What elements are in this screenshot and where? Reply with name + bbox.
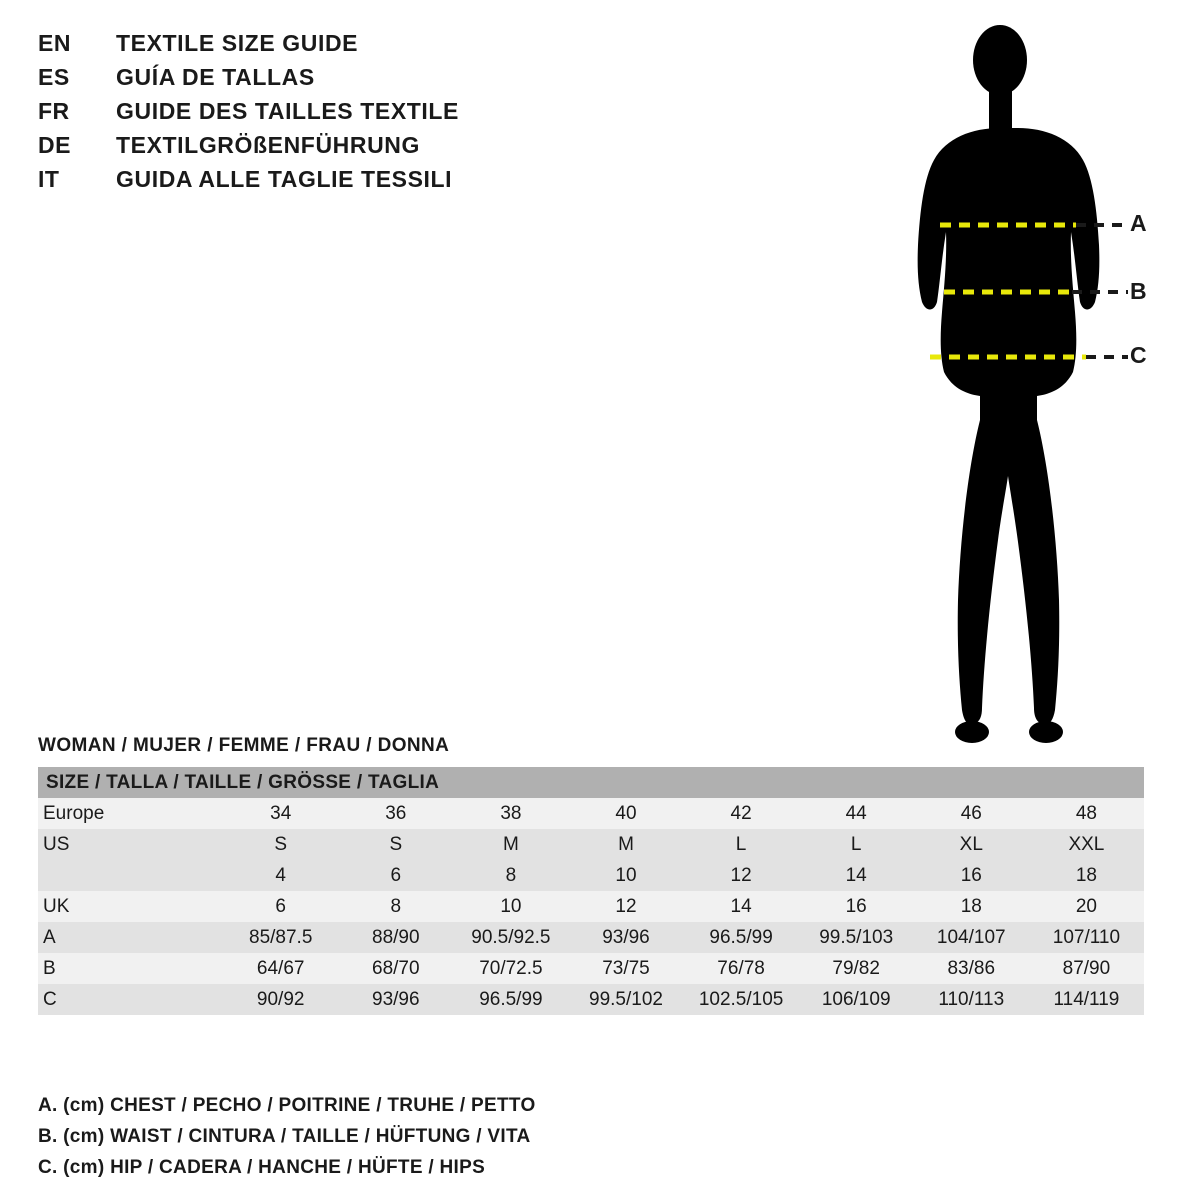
table-cell: 70/72.5 [453,953,568,984]
table-cell: 46 [914,798,1029,829]
table-cell: 64/67 [223,953,338,984]
table-cell: 18 [914,891,1029,922]
table-cell: 12 [684,860,799,891]
table-cell: 90.5/92.5 [453,922,568,953]
title-row [38,166,638,200]
table-cell: L [799,829,914,860]
title-text: TEXTILE SIZE GUIDE [116,30,359,56]
size-table [38,767,1144,1015]
title-lang-code: ES [38,64,70,90]
row-label: Europe [38,798,223,829]
table-cell: 16 [914,860,1029,891]
table-cell: 18 [1029,860,1144,891]
table-cell: 10 [453,891,568,922]
table-cell: 96.5/99 [684,922,799,953]
row-label [38,860,223,891]
title-row [38,30,638,64]
table-cell: 99.5/102 [568,984,683,1015]
legend-line-a: A. (cm) CHEST / PECHO / POITRINE / TRUHE / PETTO [38,1095,536,1116]
table-cell: 73/75 [568,953,683,984]
table-cell: S [338,829,453,860]
table-row [38,984,1144,1015]
table-cell: 93/96 [568,922,683,953]
woman-silhouette-icon [860,20,1180,750]
table-cell: 8 [338,891,453,922]
table-header-row [38,767,1144,798]
row-label: UK [38,891,223,922]
table-cell: 38 [453,798,568,829]
measure-label-b: B [1130,278,1147,304]
row-label: B [38,953,223,984]
title-text: GUÍA DE TALLAS [116,64,315,90]
table-cell: 8 [453,860,568,891]
title-lang-code: FR [38,98,70,124]
table-cell: 14 [684,891,799,922]
title-text: TEXTILGRÖßENFÜHRUNG [116,132,420,158]
table-cell: 40 [568,798,683,829]
title-row [38,64,638,98]
table-cell: 76/78 [684,953,799,984]
table-cell: 104/107 [914,922,1029,953]
table-cell: 44 [799,798,914,829]
table-row [38,860,1144,891]
table-cell: M [453,829,568,860]
title-lang-code: EN [38,30,71,56]
legend-line-c: C. (cm) HIP / CADERA / HANCHE / HÜFTE / HIPS [38,1157,486,1178]
table-cell: 96.5/99 [453,984,568,1015]
row-label: C [38,984,223,1015]
title-row [38,98,638,132]
table-cell: 4 [223,860,338,891]
table-cell: 114/119 [1029,984,1144,1015]
table-cell: 87/90 [1029,953,1144,984]
table-cell: S [223,829,338,860]
row-label: US [38,829,223,860]
table-cell: L [684,829,799,860]
table-row [38,829,1144,860]
row-label: A [38,922,223,953]
table-cell: 10 [568,860,683,891]
table-cell: 90/92 [223,984,338,1015]
table-cell: 85/87.5 [223,922,338,953]
table-cell: 48 [1029,798,1144,829]
table-cell: 107/110 [1029,922,1144,953]
table-cell: 110/113 [914,984,1029,1015]
table-cell: 12 [568,891,683,922]
table-row [38,891,1144,922]
measure-label-c: C [1130,342,1147,368]
table-row [38,953,1144,984]
table-cell: M [568,829,683,860]
title-text: GUIDE DES TAILLES TEXTILE [116,98,459,124]
table-cell: 16 [799,891,914,922]
title-text: GUIDA ALLE TAGLIE TESSILI [116,166,453,192]
legend [38,1090,738,1183]
table-cell: 14 [799,860,914,891]
table-cell: 83/86 [914,953,1029,984]
table-row [38,922,1144,953]
table-cell: 20 [1029,891,1144,922]
measure-label-a: A [1130,210,1147,236]
group-title: WOMAN / MUJER / FEMME / FRAU / DONNA [38,735,450,756]
title-lang-code: DE [38,132,71,158]
figure-area [860,20,1180,750]
table-cell: 106/109 [799,984,914,1015]
table-cell: 42 [684,798,799,829]
size-table-section [38,735,1162,1015]
title-lang-code: IT [38,166,60,192]
table-cell: 93/96 [338,984,453,1015]
table-cell: 88/90 [338,922,453,953]
title-row [38,132,638,166]
table-cell: 6 [223,891,338,922]
table-cell: 68/70 [338,953,453,984]
table-row [38,798,1144,829]
table-cell: 102.5/105 [684,984,799,1015]
title-block [38,30,638,200]
table-cell: 34 [223,798,338,829]
table-header-cell: SIZE / TALLA / TAILLE / GRÖSSE / TAGLIA [38,767,1144,798]
legend-line-b: B. (cm) WAIST / CINTURA / TAILLE / HÜFTUNG / VITA [38,1126,531,1147]
table-cell: 36 [338,798,453,829]
table-cell: 79/82 [799,953,914,984]
table-cell: XL [914,829,1029,860]
table-cell: 6 [338,860,453,891]
table-cell: XXL [1029,829,1144,860]
table-cell: 99.5/103 [799,922,914,953]
